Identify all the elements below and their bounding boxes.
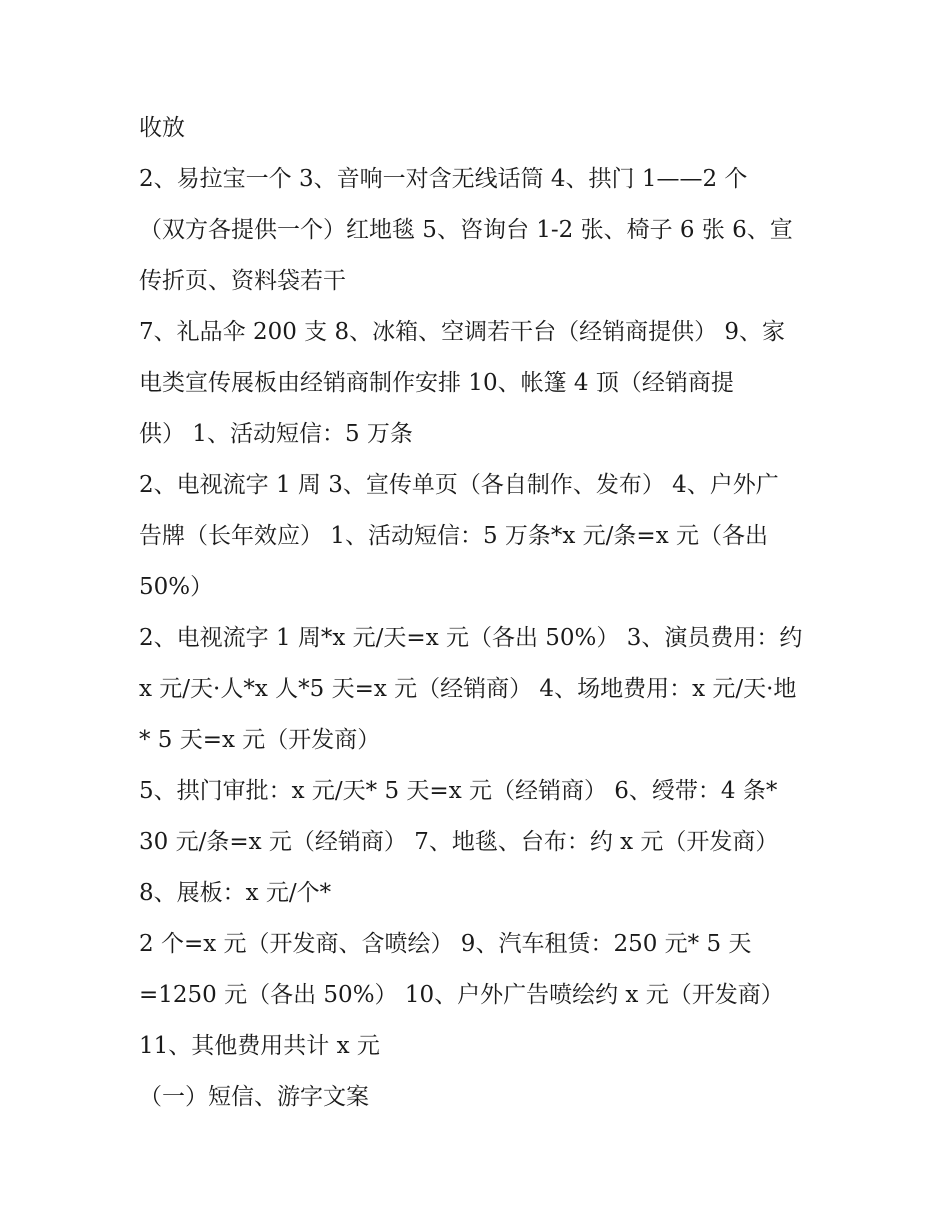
- text-line: 11、其他费用共计 x 元: [139, 1033, 380, 1059]
- text-line: 供） 1、活动短信：5 万条: [139, 421, 413, 447]
- text-line: 50%）: [139, 574, 214, 600]
- text-line: 收放: [139, 115, 185, 141]
- text-line: 电类宣传展板由经销商制作安排 10、帐篷 4 顶（经销商提: [139, 370, 734, 396]
- text-line: 5、拱门审批：x 元/天* 5 天=x 元（经销商） 6、绶带：4 条*: [139, 778, 778, 804]
- text-line: 2、易拉宝一个 3、音响一对含无线话筒 4、拱门 1——2 个: [139, 166, 748, 192]
- text-line: 30 元/条=x 元（经销商） 7、地毯、台布：约 x 元（开发商）: [139, 829, 779, 855]
- text-line: 2、电视流字 1 周*x 元/天=x 元（各出 50%） 3、演员费用：约: [139, 625, 803, 651]
- text-line: 2、电视流字 1 周 3、宣传单页（各自制作、发布） 4、户外广: [139, 472, 779, 498]
- text-line: x 元/天·人*x 人*5 天=x 元（经销商） 4、场地费用：x 元/天·地: [139, 676, 797, 702]
- text-line: 8、展板：x 元/个*: [139, 880, 332, 906]
- section-heading: （一）短信、游字文案: [139, 1084, 369, 1110]
- text-line: =1250 元（各出 50%） 10、户外广告喷绘约 x 元（开发商）: [139, 982, 784, 1008]
- text-line: 7、礼品伞 200 支 8、冰箱、空调若干台（经销商提供） 9、家: [139, 319, 786, 345]
- body-text: [139, 103, 829, 1123]
- text-line: * 5 天=x 元（开发商）: [139, 727, 381, 753]
- text-line: （双方各提供一个）红地毯 5、咨询台 1-2 张、椅子 6 张 6、宣: [139, 217, 793, 243]
- text-line: 2 个=x 元（开发商、含喷绘） 9、汽车租赁：250 元* 5 天: [139, 931, 752, 957]
- text-line: 告牌（长年效应） 1、活动短信：5 万条*x 元/条=x 元（各出: [139, 523, 768, 549]
- text-line: 传折页、资料袋若干: [139, 268, 346, 294]
